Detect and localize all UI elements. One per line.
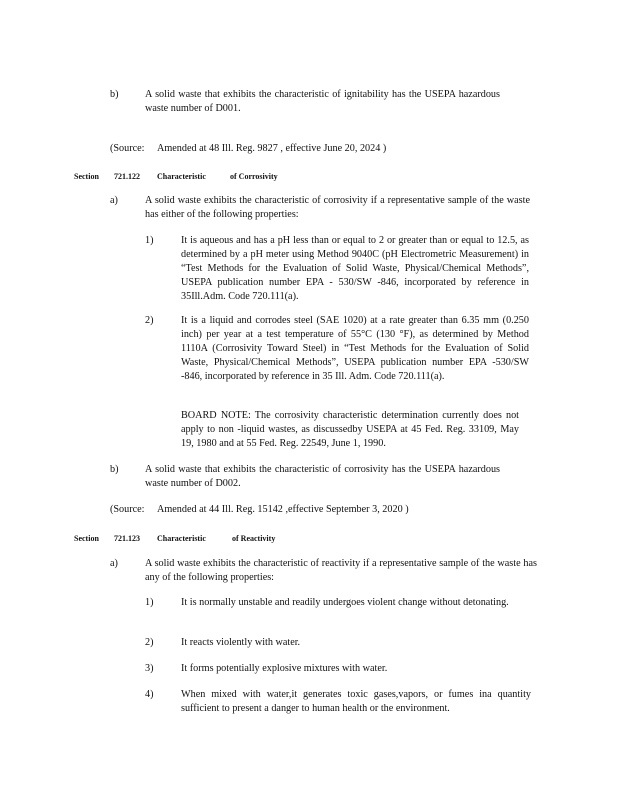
section-number: 721.122 (114, 172, 140, 181)
subsection-label: a) (110, 195, 118, 206)
source-text: Amended at 48 Ill. Reg. 9827 , effective June 20, 2024 ) (157, 143, 387, 154)
item-text: It is normally unstable and readily undergoes violent change without detonating. (181, 597, 509, 608)
section-number: 721.123 (114, 534, 140, 543)
section-title: of Reactivity (232, 534, 276, 543)
source-label: (Source: (110, 504, 145, 515)
item-text: It is a liquid and corrodes steel (SAE 1020) at a rate greater than 6.35 mm (0.250 inch) per year at a test temperature of 55°C (130 °F), as determined by Method 1110A (Corrosivity Toward Steel) in “Test Methods for the Evaluation of Solid Waste, Physical/Chemical Methods”, USEPA publication number EPA -530/SW -846, incorporated by reference in 35 Ill. Adm. Code 720.111(a). (181, 315, 529, 382)
subsection-text: A solid waste that exhibits the characteristic of corrosivity has the USEPA hazardous waste number of D002. (145, 464, 500, 489)
subsection-text: A solid waste that exhibits the characteristic of ignitability has the USEPA hazardous waste number of D001. (145, 89, 500, 114)
section-word: Section (74, 534, 99, 543)
subsection-label: a) (110, 558, 118, 569)
board-note: BOARD NOTE: The corrosivity characteristic determination currently does not apply to non -liquid wastes, as discussedby USEPA at 45 Fed. Reg. 33109, May 19, 1980 and at 55 Fed. Reg. 22549, June 1, 1990. (181, 410, 519, 449)
section-word: Section (74, 172, 99, 181)
source-label: (Source: (110, 143, 145, 154)
item-label: 2) (145, 315, 154, 326)
subsection-label: b) (110, 89, 119, 100)
item-label: 2) (145, 637, 154, 648)
section-title: Characteristic (157, 172, 206, 181)
section-title: Characteristic (157, 534, 206, 543)
item-label: 3) (145, 663, 154, 674)
section-title: of Corrosivity (230, 172, 278, 181)
subsection-text: A solid waste exhibits the characteristic of corrosivity if a representative sample of the waste has either of the following properties: (145, 195, 530, 220)
item-label: 4) (145, 689, 154, 700)
source-text: Amended at 44 Ill. Reg. 15142 ,effective September 3, 2020 ) (157, 504, 409, 515)
item-text: It forms potentially explosive mixtures with water. (181, 663, 388, 674)
item-label: 1) (145, 597, 154, 608)
item-text: When mixed with water,it generates toxic gases,vapors, or fumes ina quantity sufficient to present a danger to human health or the environment. (181, 689, 531, 714)
subsection-label: b) (110, 464, 119, 475)
subsection-text: A solid waste exhibits the characteristic of reactivity if a representative sample of the waste has any of the following properties: (145, 558, 537, 583)
item-label: 1) (145, 235, 154, 246)
item-text: It reacts violently with water. (181, 637, 301, 648)
item-text: It is aqueous and has a pH less than or equal to 2 or greater than or equal to 12.5, as determined by a pH meter using Method 9040C (pH Electrometric Measurement) in “Test Methods for the Evaluation of Solid Waste, Physical/Chemical Methods”, USEPA publication number EPA - 530/SW -846, incorporated by reference in 35Ill.Adm. Code 720.111(a). (181, 235, 529, 302)
